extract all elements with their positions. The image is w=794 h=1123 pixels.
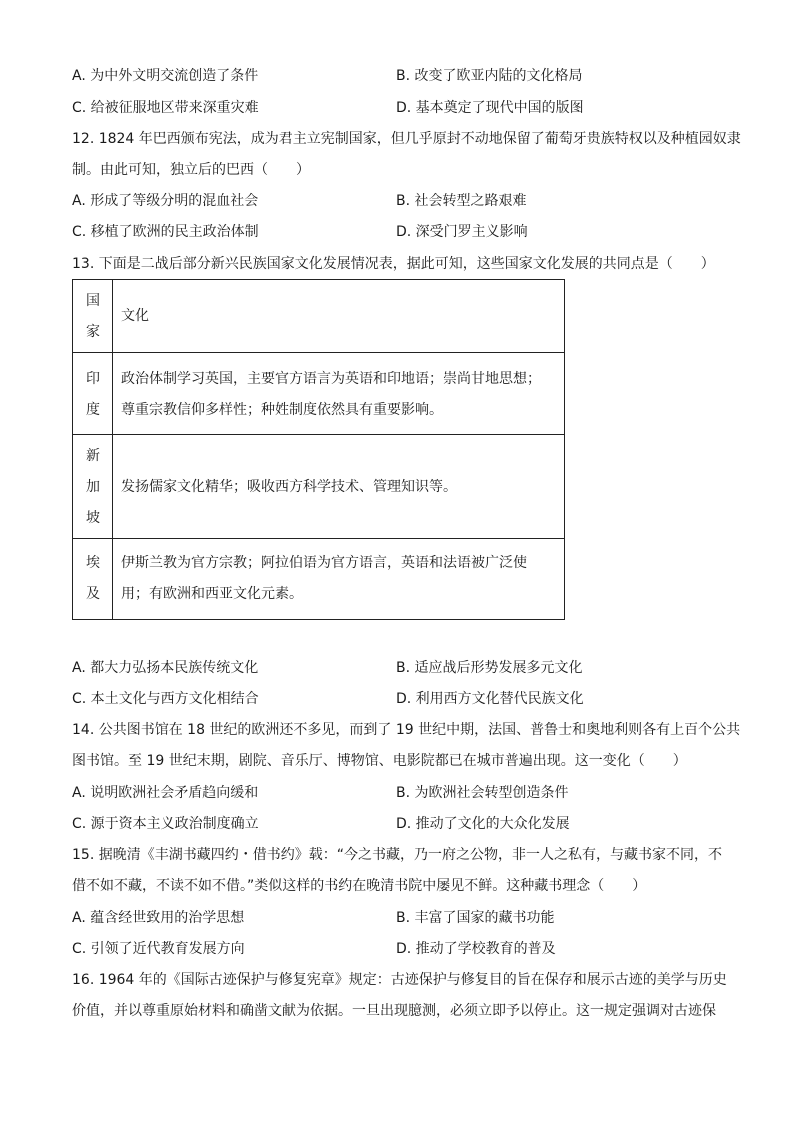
q14-stem-line-1: 14. 公共图书馆在 18 世纪的欧洲还不多见，而到了 19 世纪中期，法国、普鲁士和奥地利则各有上百个公共 <box>72 722 741 738</box>
q14-stem-line-2: 图书馆。至 19 世纪末期，剧院、音乐厅、博物馆、电影院都已在城市普遍出现。这一变化（ ） <box>72 753 687 769</box>
q12-option-b[interactable]: B. 社会转型之路艰难 <box>396 193 527 209</box>
table-row <box>73 539 564 619</box>
country-name: 埃 及 <box>86 555 100 602</box>
q12-options-row-2 <box>72 222 732 242</box>
header-culture: 文化 <box>121 308 149 324</box>
q13-option-b[interactable]: B. 适应战后形势发展多元文化 <box>396 660 583 676</box>
q15-option-d[interactable]: D. 推动了学校教育的普及 <box>396 941 556 957</box>
q12-options-row-1 <box>72 191 732 211</box>
q11-option-d[interactable]: D. 基本奠定了现代中国的版图 <box>396 100 584 116</box>
table-header-row <box>73 280 564 353</box>
culture-text: 政治体制学习英国，主要官方语言为英语和印地语；崇尚甘地思想； 尊重宗教信仰多样性；种姓制度依然具有重要影响。 <box>121 371 541 418</box>
q14-option-d[interactable]: D. 推动了文化的大众化发展 <box>396 816 570 832</box>
country-cell <box>73 435 113 538</box>
q14-options-row-1 <box>72 783 732 803</box>
q16-stem-line-1: 16. 1964 年的《国际古迹保护与修复宪章》规定：古迹保护与修复目的旨在保存和展示古迹的美学与历史 <box>72 972 727 988</box>
country-cell <box>73 353 113 434</box>
q15-options-row-1 <box>72 908 732 928</box>
q11-options-row-2 <box>72 98 732 118</box>
q11-option-c[interactable]: C. 给被征服地区带来深重灾难 <box>72 100 259 116</box>
q12-stem-line-2: 制。由此可知，独立后的巴西（ ） <box>72 162 310 178</box>
country-name: 印 度 <box>86 371 100 418</box>
q14-options-row-2 <box>72 814 732 834</box>
q13-options-row-1 <box>72 658 732 678</box>
q11-options-row-1 <box>72 66 732 86</box>
q13-options-row-2 <box>72 689 732 709</box>
q14-option-b[interactable]: B. 为欧洲社会转型创造条件 <box>396 785 569 801</box>
table-row <box>73 353 564 435</box>
q15-option-c[interactable]: C. 引领了近代教育发展方向 <box>72 941 245 957</box>
q13-option-d[interactable]: D. 利用西方文化替代民族文化 <box>396 691 584 707</box>
table-row <box>73 435 564 539</box>
q16-stem-line-2: 价值，并以尊重原始材料和确凿文献为依据。一旦出现臆测，必须立即予以停止。这一规定强调对古迹保 <box>72 1003 716 1019</box>
country-name: 新 加 坡 <box>86 448 100 526</box>
q12-option-a[interactable]: A. 形成了等级分明的混血社会 <box>72 193 259 209</box>
q11-option-b[interactable]: B. 改变了欧亚内陆的文化格局 <box>396 68 583 84</box>
country-cell <box>73 539 113 619</box>
q15-option-b[interactable]: B. 丰富了国家的藏书功能 <box>396 910 555 926</box>
q13-option-c[interactable]: C. 本土文化与西方文化相结合 <box>72 691 259 707</box>
q15-options-row-2 <box>72 939 732 959</box>
culture-text: 发扬儒家文化精华；吸收西方科学技术、管理知识等。 <box>121 479 457 495</box>
q12-option-d[interactable]: D. 深受门罗主义影响 <box>396 224 528 240</box>
q12-option-c[interactable]: C. 移植了欧洲的民主政治体制 <box>72 224 259 240</box>
q12-stem-line-1: 12. 1824 年巴西颁布宪法，成为君主立宪制国家，但几乎原封不动地保留了葡萄牙贵族特权以及种植园奴隶 <box>72 131 741 147</box>
header-country-cell <box>73 280 113 352</box>
q15-stem-line-2: 借不如不藏，不读不如不借。”类似这样的书约在晚清书院中屡见不鲜。这种藏书理念（ ） <box>72 878 647 894</box>
q13-stem: 13. 下面是二战后部分新兴民族国家文化发展情况表，据此可知，这些国家文化发展的共同点是（ ） <box>72 256 715 272</box>
culture-text: 伊斯兰教为官方宗教；阿拉伯语为官方语言，英语和法语被广泛使 用；有欧洲和西亚文化元素。 <box>121 555 527 602</box>
q14-option-c[interactable]: C. 源于资本主义政治制度确立 <box>72 816 259 832</box>
q11-option-a[interactable]: A. 为中外文明交流创造了条件 <box>72 68 259 84</box>
header-country: 国 家 <box>86 293 100 340</box>
q15-option-a[interactable]: A. 蕴含经世致用的治学思想 <box>72 910 245 926</box>
q13-option-a[interactable]: A. 都大力弘扬本民族传统文化 <box>72 660 259 676</box>
q14-option-a[interactable]: A. 说明欧洲社会矛盾趋向缓和 <box>72 785 259 801</box>
culture-table <box>72 279 565 620</box>
q15-stem-line-1: 15. 据晚清《丰湖书藏四约・借书约》载：“今之书藏，乃一府之公物，非一人之私有，与藏书家不同，不 <box>72 847 722 863</box>
